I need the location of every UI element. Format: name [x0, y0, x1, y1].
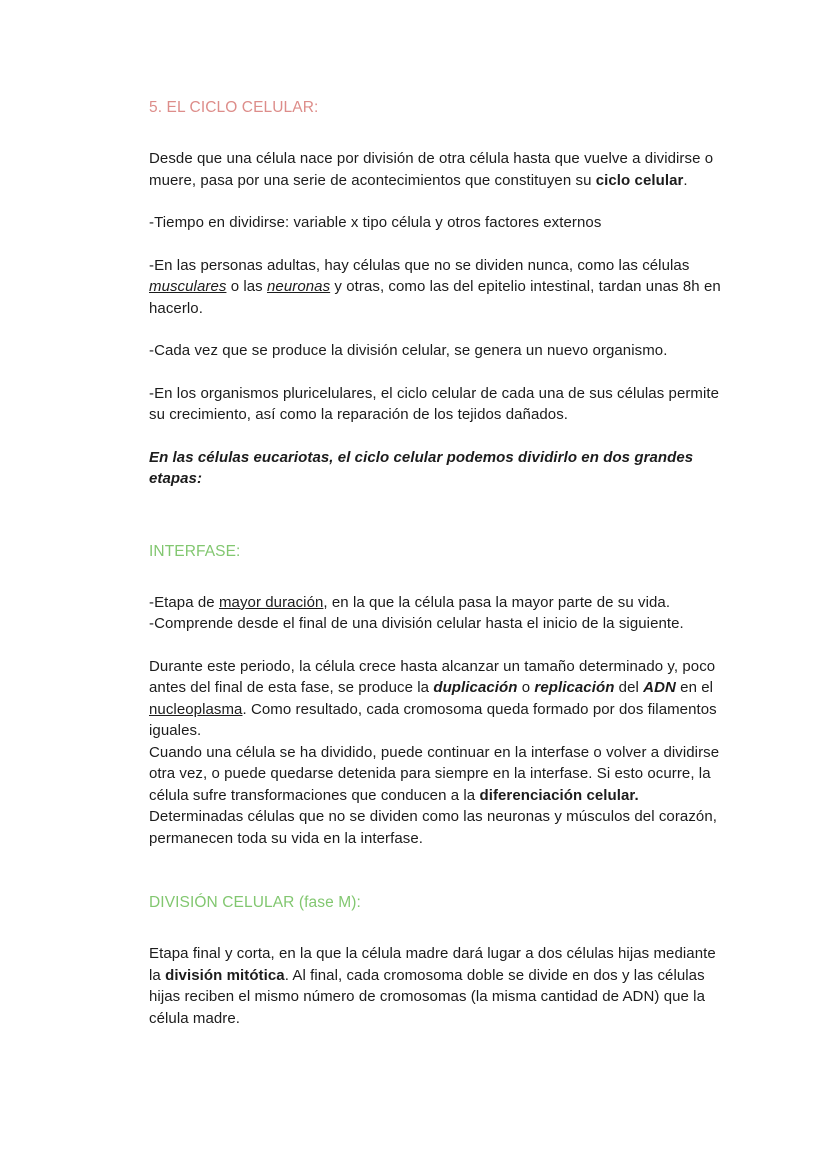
text-run: o las — [226, 278, 267, 296]
paragraph-pluricelulares: -En los organismos pluricelulares, el ciclo celular de cada una de sus células permite su crecimiento, así como la reparación de los tejidos dañados. — [149, 384, 720, 424]
text-run: Durante este periodo, la célula crece hasta alcanzar un tamaño determinado y, poco antes del final de esta fase, se produce la — [149, 657, 716, 697]
emphasis-adn: ADN — [643, 679, 676, 697]
text-run: y otras, como las del epitelio intestinal, tardan unas 8h en hacerlo. — [149, 278, 721, 317]
text-run: en el — [675, 679, 714, 697]
emphasis-mayor-duracion: mayor duración — [218, 593, 324, 611]
text-run: -Etapa de — [149, 593, 219, 611]
paragraph-determinadas-celulas: Determinadas células que no se dividen como las neuronas y músculos del corazón, permanecen toda su vida en la interfase. — [149, 808, 717, 847]
text-run: . Al final, cada cromosoma doble se divide en dos y las células hijas reciben el mismo número de cromosomas (la misma cantidad de ADN) que la célula madre. — [149, 966, 706, 1027]
text-run: Desde que una célula nace por división de otra célula hasta que vuelve a dividirse o muere, pasa por una serie de acontecimientos que constituyen su — [149, 150, 714, 189]
spacer — [149, 426, 725, 447]
emphasis-diferenciacion-celular: diferenciación celular. — [479, 786, 639, 804]
text-run: o — [517, 679, 535, 697]
spacer — [149, 635, 725, 656]
spacer — [149, 319, 725, 340]
paragraph-dos-grandes-etapas: En las células eucariotas, el ciclo celular podemos dividirlo en dos grandes etapas: — [149, 448, 694, 488]
spacer — [149, 191, 725, 212]
emphasis-replicacion: replicación — [534, 679, 615, 697]
document-content — [149, 98, 725, 1029]
emphasis-musculares: musculares — [149, 278, 227, 296]
paragraph-nuevo-organismo: -Cada vez que se produce la división celular, se genera un nuevo organismo. — [149, 342, 668, 360]
paragraph-personas-adultas — [149, 255, 725, 320]
text-run: del — [614, 679, 644, 697]
emphasis-nucleoplasma: nucleoplasma — [149, 700, 243, 718]
spacer — [149, 849, 725, 893]
paragraph-etapa-mayor-duracion — [149, 592, 725, 614]
spacer — [149, 490, 725, 542]
paragraph-definition — [149, 148, 725, 191]
emphasis-ciclo-celular: ciclo celular — [595, 171, 684, 189]
emphasis-neuronas: neuronas — [267, 278, 331, 296]
spacer — [149, 234, 725, 255]
text-run: . — [683, 171, 688, 189]
emphasis-duplicacion: duplicación — [433, 679, 518, 697]
text-run: . Como resultado, cada cromosoma queda formado por dos filamentos iguales. — [149, 700, 717, 740]
paragraph-tiempo-division: -Tiempo en dividirse: variable x tipo célula y otros factores externos — [149, 214, 602, 232]
text-run: Cuando una célula se ha dividido, puede continuar en la interfase o volver a dividirse otra vez, o puede quedarse detenida para siempre en la interfase. Si esto ocurre, la célula sufre transformaciones que conducen a la — [149, 743, 720, 804]
page-title: 5. EL CICLO CELULAR: — [149, 99, 319, 116]
section-heading-division-celular: DIVISIÓN CELULAR (fase M): — [149, 894, 361, 912]
paragraph-durante-este-periodo — [149, 656, 725, 742]
spacer — [149, 562, 725, 592]
text-run: Etapa final y corta, en la que la célula madre dará lugar a dos células hijas mediante la — [149, 945, 716, 984]
text-run: -En las personas adultas, hay células que no se dividen nunca, como las células — [149, 256, 690, 274]
paragraph-comprende-desde: -Comprende desde el final de una división celular hasta el inicio de la siguiente. — [149, 615, 684, 633]
spacer — [149, 913, 725, 943]
section-heading-interfase: INTERFASE: — [149, 542, 241, 560]
paragraph-etapa-final — [149, 943, 725, 1029]
spacer — [149, 362, 725, 383]
emphasis-division-mitotica: división mitótica — [165, 966, 285, 984]
paragraph-cuando-una-celula — [149, 742, 725, 807]
text-run: , en la que la célula pasa la mayor parte de su vida. — [323, 593, 671, 611]
